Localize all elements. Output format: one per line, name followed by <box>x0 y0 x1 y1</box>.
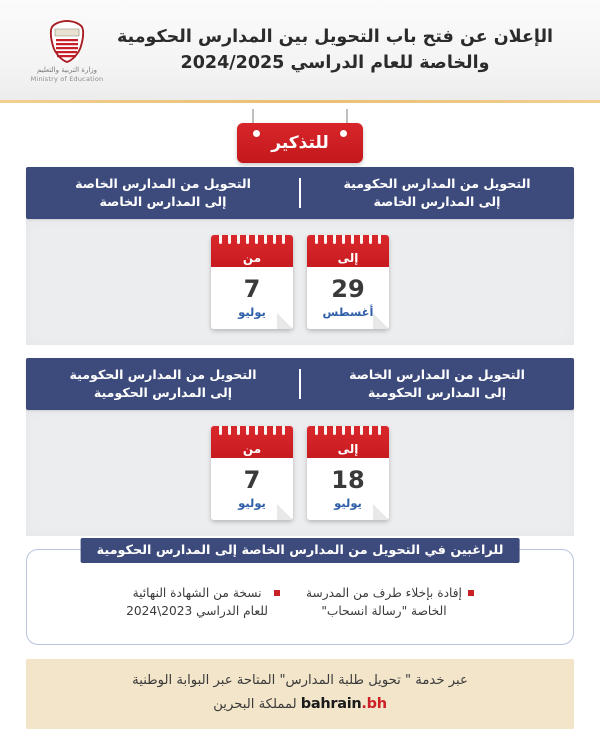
calendar-to-label: إلى <box>337 442 359 456</box>
bahrain-portal-brand[interactable] <box>301 694 387 716</box>
section-1-header-left: التحويل من المدارس الحكومية إلى المدارس الخاصة <box>343 175 531 209</box>
calendar-from-month: يوليو <box>238 495 266 510</box>
calendar-to-day: 29 <box>331 275 365 304</box>
requirement-item <box>306 584 474 621</box>
footer-service-note <box>26 659 574 729</box>
footer-service-text: عبر خدمة " تحويل طلبة المدارس" المتاحة عبر البوابة الوطنية <box>132 673 468 688</box>
calendar-from-date-section-1 <box>211 235 293 329</box>
calendar-rings-icon <box>307 235 389 244</box>
ministry-name-arabic: وزارة التربية والتعليم <box>36 65 98 74</box>
calendar-from-date-section-2 <box>211 426 293 520</box>
calendar-rings-icon <box>211 235 293 244</box>
brand-name: bahrain <box>300 695 362 712</box>
calendar-from-month: يوليو <box>238 304 266 319</box>
calendar-from-label: من <box>242 251 262 265</box>
requirement-text: نسخة من الشهادة النهائية للعام الدراسي 2023\2024 <box>126 586 269 619</box>
calendar-rings-icon <box>307 426 389 435</box>
section-2-header-right: التحويل من المدارس الحكومية إلى المدارس الحكومية <box>69 366 257 400</box>
calendar-page-curl-icon <box>373 504 389 520</box>
section-1-header-divider <box>299 178 301 208</box>
ministry-logo <box>24 9 110 93</box>
calendar-to-month: يوليو <box>334 495 362 510</box>
calendar-page-curl-icon <box>277 504 293 520</box>
footer-portal-line <box>36 694 564 716</box>
bahrain-crest-icon <box>47 19 87 64</box>
ribbon-hole-left-icon <box>253 130 260 137</box>
calendar-from-day: 7 <box>243 466 261 495</box>
requirement-text: إفادة بإخلاء طرف من المدرسة الخاصة "رسالة انسحاب" <box>306 586 462 619</box>
requirements-list <box>45 580 555 621</box>
reminder-label: للتذكير <box>271 133 329 153</box>
ribbon-hole-right-icon <box>340 130 347 137</box>
brand-tld: .bh <box>361 695 387 712</box>
bullet-square-icon <box>468 590 474 596</box>
calendar-top-band <box>211 426 293 458</box>
reminder-ribbon-area <box>0 109 600 167</box>
calendar-to-month: أغسطس <box>322 304 374 319</box>
calendar-top-band <box>211 235 293 267</box>
calendar-to-date-section-1 <box>307 235 389 329</box>
section-private-to-private <box>26 167 574 345</box>
calendar-to-date-section-2 <box>307 426 389 520</box>
calendar-top-band <box>307 426 389 458</box>
section-public-to-public <box>26 358 574 536</box>
bullet-square-icon <box>274 590 280 596</box>
gold-divider <box>0 100 600 103</box>
section-2-header-left: التحويل من المدارس الخاصة إلى المدارس الحكومية <box>349 366 525 400</box>
calendar-from-day: 7 <box>243 275 261 304</box>
calendar-top-band <box>307 235 389 267</box>
footer-kingdom-text: لمملكة البحرين <box>213 696 297 712</box>
ministry-name-english: Ministry of Education <box>30 74 104 83</box>
calendar-to-day: 18 <box>331 466 365 495</box>
section-1-dates <box>26 219 574 345</box>
page-title: الإعلان عن فتح باب التحويل بين المدارس الحكومية والخاصة للعام الدراسي 2024/2025 <box>116 27 554 73</box>
section-1-header-right: التحويل من المدارس الخاصة إلى المدارس الخاصة <box>75 175 251 209</box>
calendar-to-label: إلى <box>337 251 359 265</box>
section-2-dates <box>26 410 574 536</box>
calendar-page-curl-icon <box>373 313 389 329</box>
calendar-rings-icon <box>211 426 293 435</box>
section-2-header <box>26 358 574 410</box>
calendar-from-label: من <box>242 442 262 456</box>
section-1-header <box>26 167 574 219</box>
requirements-box <box>26 543 574 645</box>
header <box>0 0 600 101</box>
calendar-page-curl-icon <box>277 313 293 329</box>
section-2-header-divider <box>299 369 301 399</box>
reminder-badge <box>237 123 363 163</box>
requirements-title: للراغبين في التحويل من المدارس الخاصة إلى المدارس الحكومية <box>81 538 520 563</box>
requirement-item <box>126 584 280 621</box>
